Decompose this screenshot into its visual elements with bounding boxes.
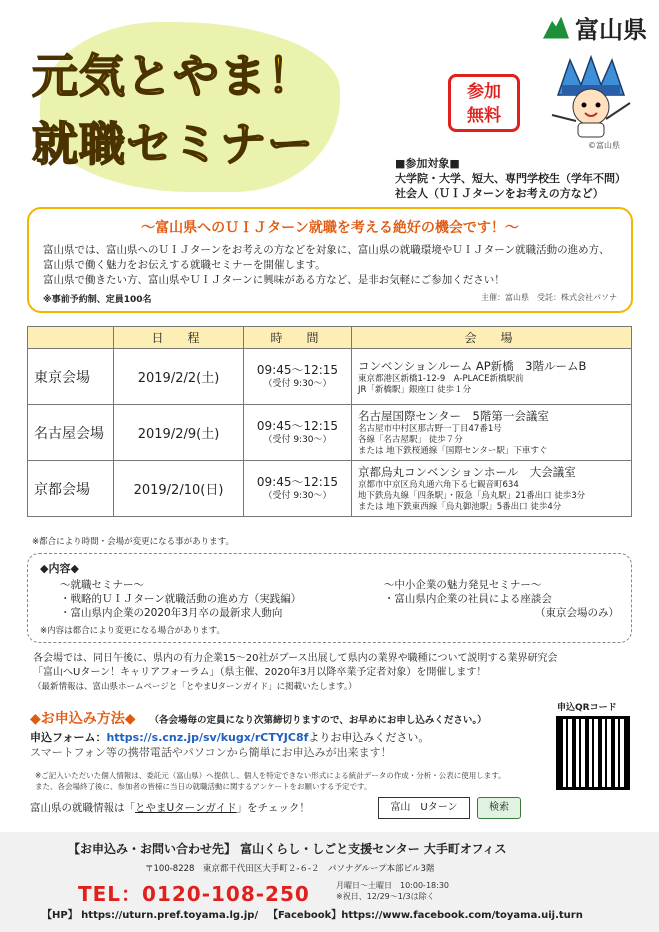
forum-description: 各会場では、同日午後に、県内の有力企業15〜20社がブース出展して県内の業界や職種について説明する業界研究会 「富山へUターン！キャリアフォーラム」（県主催、2020年3月以降卒業予定者対象）を開催します！ （最新情報は、富山県ホームページと「とやまUターンガイド」に掲載いたします。） (33, 653, 558, 692)
title-line-1: 元気とやま！ (32, 49, 314, 103)
form-link[interactable]: https://s.cnz.jp/sv/kugx/rCTYJC8f (106, 731, 309, 744)
content-heading: ◆内容◆ (40, 562, 79, 575)
schedule-note: ※都合により時間・会場が変更になる事があります。 (32, 537, 234, 547)
phone-number[interactable]: TEL：0120-108-250 (78, 882, 310, 906)
office-hours: 月曜日〜土曜日 10:00-18:30 ※祝日、12/29〜1/3は除く (336, 881, 449, 901)
apply-form-info: 申込フォーム：https://s.cnz.jp/sv/kugx/rCTYJC8fよりお申込みください。 スマートフォン等の携帯電話やパソコンから簡単にお申込みが出来ます！ (30, 731, 430, 759)
lead-body-2: 富山県で働きたい方、富山県やＵＩＪターンに興味がある方など、是非お気軽にご参加ください！ (43, 274, 505, 286)
venue-city: 東京会場 (28, 349, 114, 405)
table-row (28, 349, 632, 405)
logo-text: 富山県 (575, 16, 647, 44)
guide-line: 富山県の就職情報は「とやまUターンガイド」をチェック！ (30, 802, 310, 814)
venue-info: 京都烏丸コンベンションホール 大会議室 京都市中京区烏丸通六角下る七観音町634 地下鉄烏丸線「四条駅」・阪急「烏丸駅」21番出口 徒歩3分 または 地下鉄東西線「烏丸御池駅」5番出口 徒歩4分 (352, 461, 632, 517)
privacy-note: ※ご記入いただいた個人情報は、委託元（富山県）へ提供し、個人を特定できない形式による統計データの作成・分析・公表に使用します。 また、各会場終了後に、参加者の皆様に当日の就職活動に関するアンケートをお願いする予定です。 (35, 771, 506, 791)
table-header-row (28, 327, 632, 349)
search-button[interactable]: 検索 (477, 797, 521, 819)
apply-heading: ◆お申込み方法◆ （各会場毎の定員になり次第締切りますので、お早めにお申し込みください。） (30, 711, 487, 727)
organizer-note: 主催：富山県 受託：株式会社パソナ (481, 293, 617, 302)
event-date: 2019/2/9(土) (114, 405, 244, 461)
search-input[interactable]: 富山 Uターン (378, 797, 470, 819)
content-box (27, 553, 632, 643)
lead-box (27, 207, 633, 313)
content-footnote: ※内容は都合により変更になる場合があります。 (40, 626, 225, 636)
venue-city: 京都会場 (28, 461, 114, 517)
table-header: 時 間 (244, 327, 352, 349)
event-time: 09:45〜12:15 （受付 9:30〜） (244, 461, 352, 517)
table-header (28, 327, 114, 349)
mountain-icon (543, 17, 569, 39)
venue-info: 名古屋国際センター 5階第一会議室 名古屋市中村区那古野一丁目47番1号 各線「名古屋駅」 徒歩７分 または 地下鉄桜通線「国際センター駅」下車すぐ (352, 405, 632, 461)
event-time: 09:45〜12:15 （受付 9:30〜） (244, 349, 352, 405)
mascot-icon (548, 55, 634, 139)
title-line-2: 就職セミナー (32, 117, 314, 171)
facebook-link[interactable]: 【Facebook】https://www.facebook.com/toyama.uij.turn (268, 910, 583, 921)
target-audience: ■参加対象■ 大学院・大学、短大、専門学校生（学年不問） 社会人（ＵＩＪターンをお考えの方など） (395, 157, 626, 200)
event-date: 2019/2/10(日) (114, 461, 244, 517)
table-header: 会 場 (352, 327, 632, 349)
lead-body: 富山県では、富山県へのＵＩＪターンをお考えの方などを対象に、富山県の就職環境やＵＩＪターン就職活動の進め方、富山県で働く魅力をお伝えする就職セミナーを開催します。 (43, 244, 610, 271)
venue-city: 名古屋会場 (28, 405, 114, 461)
table-row (28, 461, 632, 517)
event-date: 2019/2/2(土) (114, 349, 244, 405)
seminar-column: 〜就職セミナー〜 ・戦略的ＵＩＪターン就職活動の進め方（実践編） ・富山県内企業の2020年3月卒の最新求人動向 (60, 579, 302, 619)
table-row (28, 405, 632, 461)
lead-headline: 〜富山県へのＵＩＪターン就職を考える絶好の機会です！〜 (141, 220, 519, 236)
venue-info: コンベンションルーム AP新橋 3階ルームB 東京都港区新橋1-12-9 A-PLACE新橋駅前 JR「新橋駅」銀座口 徒歩１分 (352, 349, 632, 405)
toyama-logo (543, 10, 647, 45)
qr-label: 申込QRコード (557, 703, 617, 713)
contact-address: 〒100-8228 東京都千代田区大手町２-６-２ パソナグループ本部ビル3階 (145, 864, 435, 874)
guide-link[interactable]: とやまUターンガイド (135, 802, 237, 814)
qr-code[interactable] (556, 716, 630, 790)
reservation-note: ※事前予約制、定員100名 (43, 295, 152, 305)
homepage-link[interactable]: 【HP】 https://uturn.pref.toyama.lg.jp/ (42, 910, 259, 921)
event-time: 09:45〜12:15 （受付 9:30〜） (244, 405, 352, 461)
table-header: 日 程 (114, 327, 244, 349)
free-badge: 参加 無料 (448, 74, 520, 132)
contact-org: 【お申込み・お問い合わせ先】 富山くらし・しごと支援センター 大手町オフィス (68, 842, 507, 856)
schedule-table (27, 326, 632, 517)
copyright: ©富山県 (588, 141, 620, 150)
sme-seminar-column: 〜中小企業の魅力発見セミナー〜 ・富山県内企業の社員による座談会 （東京会場のみ） (383, 579, 619, 619)
